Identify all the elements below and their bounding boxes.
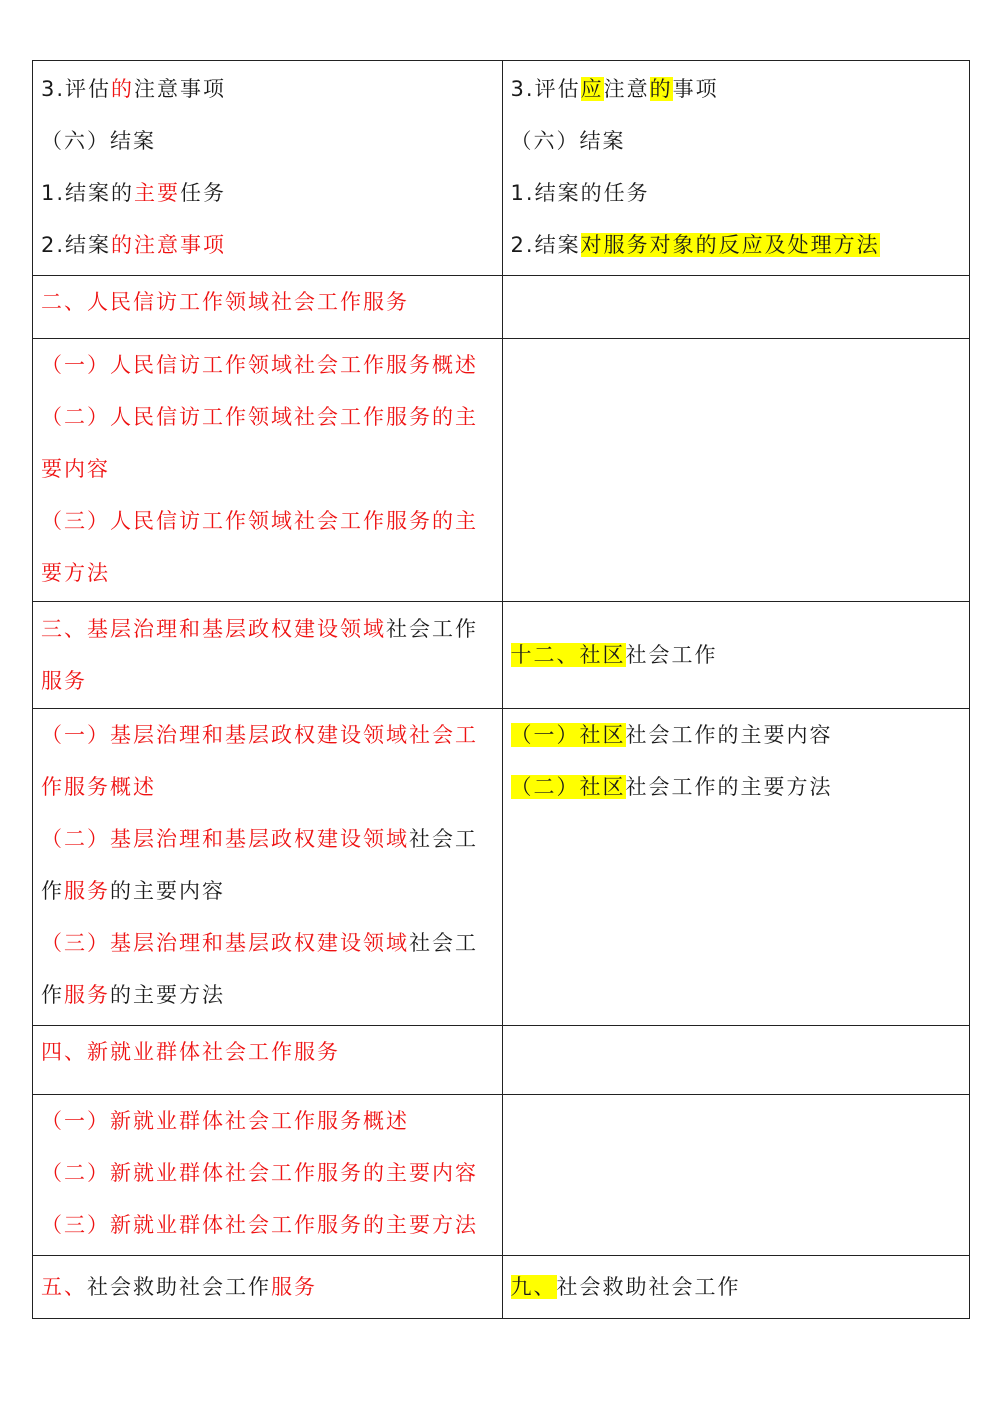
text-segment: 任务	[180, 181, 227, 205]
new-outline-cell	[502, 1026, 969, 1095]
text-segment: （一）人民信访工作领域社会工作服务概述	[41, 353, 478, 377]
new-outline-cell	[502, 339, 969, 602]
outline-line	[41, 219, 494, 271]
text-segment: 注意事项	[134, 77, 227, 101]
old-outline-cell	[33, 1095, 503, 1256]
text-segment: 服务	[271, 1275, 317, 1299]
outline-line	[511, 115, 961, 167]
new-outline-cell	[502, 1256, 969, 1319]
text-segment: （三）人民信访工作领域社会工作服务的主要方法	[41, 509, 478, 585]
text-segment: （三）新就业群体社会工作服务的主要方法	[41, 1213, 478, 1237]
text-segment: 社会救助社会工作	[556, 1275, 741, 1299]
text-segment: 社会工作的主要内容	[625, 723, 833, 747]
text-segment: （二）人民信访工作领域社会工作服务的主要内容	[41, 405, 478, 481]
table-row	[33, 1026, 970, 1095]
text-segment: 的注意事项	[111, 233, 227, 257]
outline-line	[41, 917, 494, 1021]
outline-line	[41, 1199, 494, 1251]
comparison-table	[32, 60, 970, 1319]
text-segment: 四、新就业群体社会工作服务	[41, 1040, 340, 1064]
table-row	[33, 339, 970, 602]
outline-line	[41, 276, 494, 328]
text-segment: 2.结案	[41, 233, 112, 257]
old-outline-cell	[33, 339, 503, 602]
text-segment: 1.结案的任务	[510, 181, 650, 205]
text-segment: （一）基层治理和基层政权建设领域社会工作服务概述	[41, 723, 478, 799]
text-segment: （二）新就业群体社会工作服务的主要内容	[41, 1161, 478, 1185]
text-segment: 注意	[603, 77, 650, 101]
new-outline-cell	[502, 709, 969, 1026]
text-segment: 社会工作	[41, 931, 478, 1007]
highlighted-text: 对服务对象的反应及处理方法	[580, 233, 880, 257]
text-segment: 的主要方法	[110, 983, 225, 1007]
comparison-table-body	[33, 61, 970, 1319]
outline-line	[41, 1147, 494, 1199]
text-segment: 的	[111, 77, 135, 101]
outline-line	[511, 1261, 961, 1313]
old-outline-cell	[33, 709, 503, 1026]
text-segment: 的主要内容	[110, 879, 225, 903]
old-outline-cell	[33, 61, 503, 276]
outline-line	[41, 709, 494, 813]
table-row	[33, 709, 970, 1026]
outline-line	[41, 495, 494, 599]
outline-line	[41, 167, 494, 219]
text-segment: 三、基层治理和基层政权建设领域	[41, 617, 386, 641]
text-segment: 社会工作	[41, 827, 478, 903]
text-segment: （六）结案	[510, 129, 626, 153]
text-segment: 3.评估	[41, 77, 112, 101]
text-segment: 社会工作的主要方法	[625, 775, 833, 799]
outline-line	[41, 813, 494, 917]
new-outline-cell	[502, 61, 969, 276]
old-outline-cell	[33, 1026, 503, 1095]
text-segment: 3.评估	[510, 77, 581, 101]
outline-line	[41, 603, 494, 707]
outline-line	[41, 1095, 494, 1147]
text-segment: 主要	[134, 181, 181, 205]
outline-line	[41, 1261, 494, 1313]
table-row	[33, 61, 970, 276]
table-row	[33, 602, 970, 709]
text-segment: （三）基层治理和基层政权建设领域	[41, 931, 409, 955]
text-segment: 五、	[41, 1275, 87, 1299]
text-segment: 服务	[64, 983, 110, 1007]
outline-line	[41, 115, 494, 167]
outline-line	[41, 391, 494, 495]
new-outline-cell	[502, 276, 969, 339]
table-row	[33, 1256, 970, 1319]
outline-line	[511, 219, 961, 271]
text-segment: 二、人民信访工作领域社会工作服务	[41, 290, 409, 314]
old-outline-cell	[33, 1256, 503, 1319]
text-segment: 2.结案	[510, 233, 581, 257]
outline-line	[511, 709, 961, 761]
highlighted-text: 十二、社区	[510, 643, 626, 667]
new-outline-cell	[502, 1095, 969, 1256]
outline-line	[511, 167, 961, 219]
text-segment: （二）基层治理和基层政权建设领域	[41, 827, 409, 851]
text-segment: （六）结案	[41, 129, 156, 153]
outline-line	[41, 339, 494, 391]
new-outline-cell	[502, 602, 969, 709]
text-segment: 事项	[672, 77, 719, 101]
text-segment: 社会工作	[625, 643, 718, 667]
highlighted-text: （二）社区	[510, 775, 626, 799]
outline-line	[511, 629, 961, 681]
text-segment: 服务	[41, 669, 87, 693]
outline-line	[511, 63, 961, 115]
highlighted-text: 应	[580, 77, 604, 101]
outline-line	[41, 63, 494, 115]
text-segment: 1.结案的	[41, 181, 135, 205]
outline-line	[511, 761, 961, 813]
old-outline-cell	[33, 276, 503, 339]
text-segment: 社会救助社会工作	[87, 1275, 271, 1299]
outline-line	[41, 1026, 494, 1078]
highlighted-text: （一）社区	[510, 723, 626, 747]
highlighted-text: 的	[649, 77, 673, 101]
text-segment: （一）新就业群体社会工作服务概述	[41, 1109, 409, 1133]
highlighted-text: 九、	[510, 1275, 557, 1299]
table-row	[33, 1095, 970, 1256]
table-row	[33, 276, 970, 339]
old-outline-cell	[33, 602, 503, 709]
text-segment: 服务	[64, 879, 110, 903]
text-segment: 社会工作	[386, 617, 478, 641]
